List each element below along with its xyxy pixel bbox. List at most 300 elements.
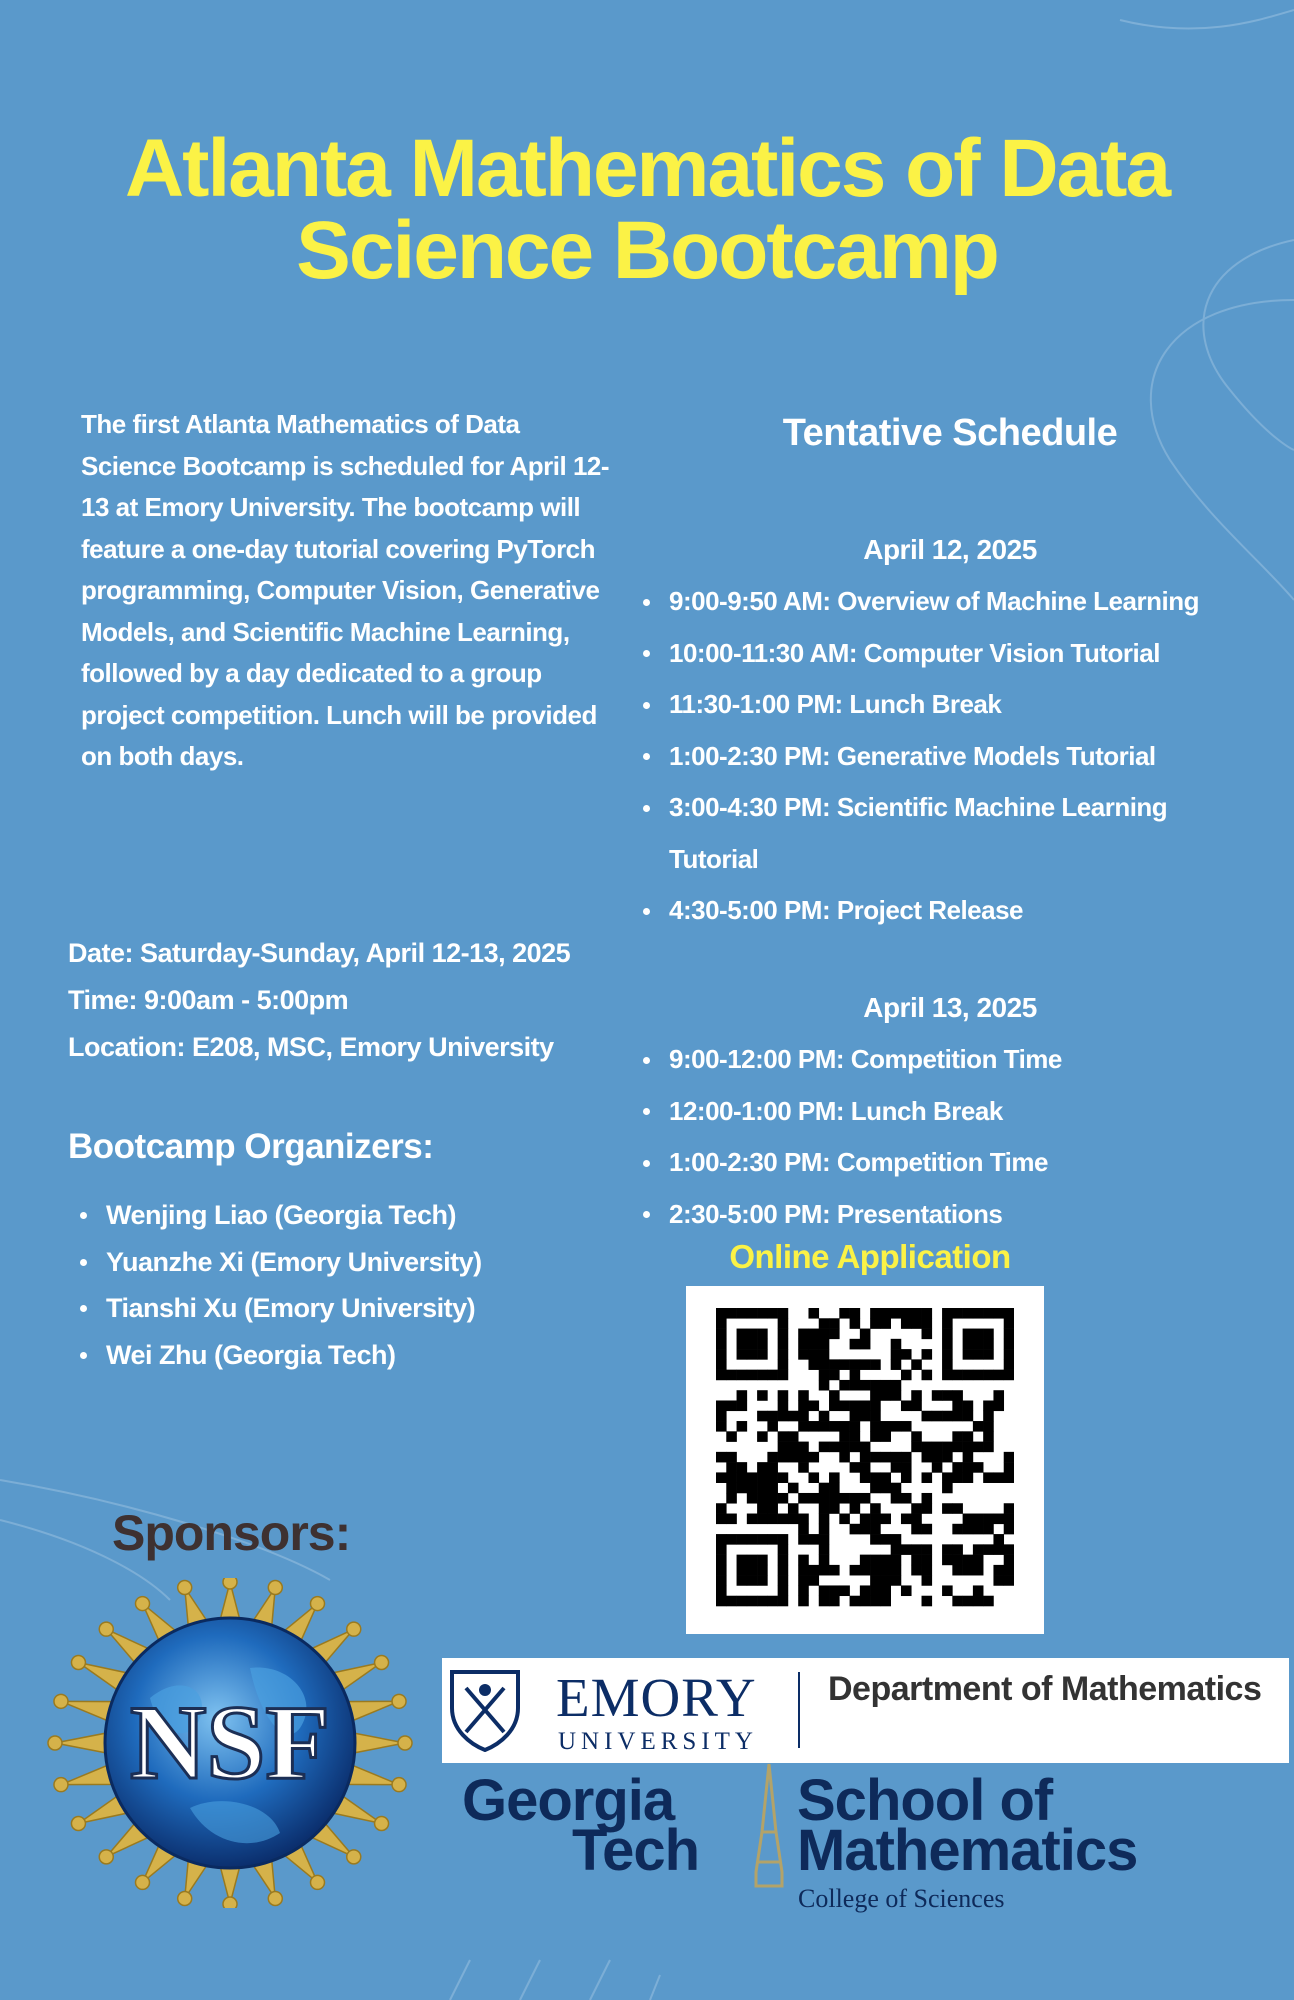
qr-module	[1004, 1370, 1014, 1381]
qr-module	[819, 1442, 830, 1453]
qr-module	[737, 1472, 748, 1483]
qr-module	[860, 1596, 871, 1607]
qr-module	[983, 1524, 994, 1535]
qr-module	[757, 1596, 768, 1607]
qr-module	[891, 1544, 902, 1555]
qr-module	[829, 1400, 840, 1411]
qr-module	[891, 1390, 902, 1401]
qr-module	[973, 1349, 984, 1360]
title-line-1: Atlanta Mathematics of Data	[124, 123, 1170, 214]
qr-module	[922, 1565, 933, 1576]
qr-module	[808, 1575, 819, 1586]
qr-module	[973, 1421, 984, 1432]
qr-module	[778, 1370, 789, 1381]
qr-module	[983, 1421, 994, 1432]
qr-module	[922, 1349, 933, 1360]
qr-module	[870, 1483, 881, 1494]
qr-module	[767, 1452, 778, 1463]
qr-module	[1004, 1575, 1014, 1586]
qr-module	[788, 1452, 799, 1463]
qr-module	[808, 1565, 819, 1576]
qr-module	[901, 1400, 912, 1411]
qr-module	[973, 1544, 984, 1555]
qr-module	[942, 1390, 953, 1401]
nsf-ray-tip	[99, 1622, 113, 1636]
qr-module	[860, 1514, 871, 1525]
nsf-ray-tip	[347, 1850, 361, 1864]
qr-module	[1004, 1524, 1014, 1535]
qr-module	[716, 1411, 727, 1422]
qr-module	[891, 1359, 902, 1370]
qr-module	[716, 1370, 727, 1381]
qr-module	[880, 1483, 891, 1494]
nsf-ray	[55, 1732, 110, 1754]
qr-module	[942, 1503, 953, 1514]
qr-module	[983, 1596, 994, 1607]
qr-module	[757, 1329, 768, 1340]
intro-paragraph: The first Atlanta Mathematics of Data Science Bootcamp is scheduled for April 12-13 at Emory University. The bootcamp will feature a one-day tutorial covering PyTorch programming, Computer Vision, Generative Models, and Scientific Machine Learning, followed by a day dedicated to a group project competition. Lunch will be provided on both days.	[81, 409, 610, 771]
qr-module	[819, 1534, 830, 1545]
qr-module	[963, 1565, 974, 1576]
qr-module	[798, 1421, 809, 1432]
qr-module	[788, 1483, 799, 1494]
qr-module	[778, 1318, 789, 1329]
qr-module	[747, 1596, 758, 1607]
qr-module	[798, 1442, 809, 1453]
qr-module	[993, 1370, 1004, 1381]
nsf-ray-tip	[392, 1694, 406, 1708]
qr-module	[1004, 1544, 1014, 1555]
qr-module	[726, 1431, 737, 1442]
qr-module	[778, 1555, 789, 1566]
qr-module	[880, 1555, 891, 1566]
qr-module	[870, 1555, 881, 1566]
qr-module	[767, 1503, 778, 1514]
qr-module	[993, 1544, 1004, 1555]
list-item: Yuanzhe Xi (Emory University)	[74, 1239, 482, 1286]
qr-module	[870, 1452, 881, 1463]
qr-module	[922, 1329, 933, 1340]
qr-module	[839, 1493, 850, 1504]
qr-module	[973, 1555, 984, 1566]
qr-module	[726, 1462, 737, 1473]
qr-module	[839, 1308, 850, 1319]
qr-module	[1004, 1349, 1014, 1360]
qr-module	[829, 1483, 840, 1494]
qr-module	[778, 1359, 789, 1370]
qr-module	[778, 1390, 789, 1401]
qr-module	[778, 1349, 789, 1360]
qr-module	[716, 1544, 727, 1555]
qr-module	[798, 1493, 809, 1504]
qr-module	[778, 1575, 789, 1586]
qr-code-icon	[716, 1308, 1014, 1608]
qr-module	[757, 1431, 768, 1442]
qr-module	[901, 1318, 912, 1329]
qr-module	[942, 1349, 953, 1360]
qr-module	[932, 1390, 943, 1401]
qr-module	[963, 1555, 974, 1566]
qr-module	[757, 1349, 768, 1360]
qr-module	[716, 1585, 727, 1596]
qr-module	[880, 1421, 891, 1432]
qr-module	[839, 1400, 850, 1411]
wrap-text: Tutorial	[669, 843, 759, 874]
qr-module	[850, 1380, 861, 1391]
qr-module	[932, 1452, 943, 1463]
gt-college-text: College of Sciences	[798, 1884, 1005, 1913]
qr-module	[747, 1555, 758, 1566]
qr-module	[726, 1452, 737, 1463]
list-item: 9:00-12:00 PM: Competition Time	[637, 1034, 1062, 1086]
qr-module	[757, 1483, 768, 1494]
qr-module	[839, 1380, 850, 1391]
qr-module	[829, 1472, 840, 1483]
qr-module	[911, 1400, 922, 1411]
qr-module	[767, 1462, 778, 1473]
qr-module	[829, 1390, 840, 1401]
qr-module	[870, 1431, 881, 1442]
qr-module	[798, 1390, 809, 1401]
qr-module	[788, 1442, 799, 1453]
qr-module	[860, 1452, 871, 1463]
qr-module	[963, 1349, 974, 1360]
qr-module	[757, 1555, 768, 1566]
qr-module	[860, 1380, 871, 1391]
qr-module	[942, 1411, 953, 1422]
qr-module	[922, 1503, 933, 1514]
qr-module	[737, 1462, 748, 1473]
nsf-ray-tip	[136, 1597, 150, 1611]
qr-module	[850, 1359, 861, 1370]
qr-module	[911, 1359, 922, 1370]
schedule-day-1-label: April 12, 2025	[863, 534, 1037, 565]
qr-module	[819, 1585, 830, 1596]
qr-module	[860, 1411, 871, 1422]
qr-module	[922, 1318, 933, 1329]
nsf-logo	[40, 1578, 420, 1908]
qr-module	[973, 1462, 984, 1473]
qr-module	[942, 1544, 953, 1555]
nsf-ray-tip	[178, 1580, 192, 1594]
qr-module	[716, 1308, 727, 1319]
qr-module	[839, 1585, 850, 1596]
qr-module	[973, 1370, 984, 1381]
qr-module	[767, 1472, 778, 1483]
online-application-label: Online Application	[729, 1238, 1011, 1275]
nsf-ray-tip	[398, 1736, 412, 1750]
qr-module	[778, 1431, 789, 1442]
qr-module	[839, 1431, 850, 1442]
qr-module	[747, 1534, 758, 1545]
qr-module	[850, 1565, 861, 1576]
qr-module	[942, 1472, 953, 1483]
qr-module	[870, 1503, 881, 1514]
qr-module	[778, 1534, 789, 1545]
list-item: Wei Zhu (Georgia Tech)	[74, 1332, 482, 1379]
qr-module	[716, 1329, 727, 1340]
qr-module	[726, 1308, 737, 1319]
qr-module	[798, 1452, 809, 1463]
qr-module	[963, 1431, 974, 1442]
qr-module	[952, 1370, 963, 1381]
qr-module	[901, 1370, 912, 1381]
nsf-ray-tip	[347, 1622, 361, 1636]
qr-module	[952, 1555, 963, 1566]
qr-module	[737, 1329, 748, 1340]
qr-module	[983, 1370, 994, 1381]
qr-module	[726, 1400, 737, 1411]
qr-module	[778, 1565, 789, 1576]
qr-module	[963, 1400, 974, 1411]
qr-module	[942, 1359, 953, 1370]
qr-module	[983, 1472, 994, 1483]
qr-module	[1004, 1462, 1014, 1473]
qr-module	[747, 1514, 758, 1525]
qr-module	[952, 1503, 963, 1514]
qr-module	[716, 1472, 727, 1483]
qr-module	[798, 1349, 809, 1360]
qr-module	[973, 1585, 984, 1596]
schedule-day-2-list	[637, 1034, 1062, 1240]
qr-module	[952, 1596, 963, 1607]
qr-module	[829, 1370, 840, 1381]
list-item: 9:00-9:50 AM: Overview of Machine Learning	[637, 576, 1199, 628]
qr-module	[922, 1411, 933, 1422]
qr-module	[860, 1472, 871, 1483]
qr-module	[850, 1596, 861, 1607]
qr-module	[911, 1442, 922, 1453]
qr-module	[757, 1514, 768, 1525]
qr-module	[747, 1339, 758, 1350]
qr-module	[952, 1565, 963, 1576]
qr-module	[860, 1339, 871, 1350]
qr-module	[726, 1534, 737, 1545]
qr-module	[839, 1359, 850, 1370]
qr-module	[880, 1472, 891, 1483]
qr-module	[963, 1329, 974, 1340]
list-item: Wenjing Liao (Georgia Tech)	[74, 1192, 482, 1239]
qr-module	[778, 1544, 789, 1555]
qr-module	[767, 1308, 778, 1319]
qr-module	[819, 1555, 830, 1566]
qr-module	[922, 1544, 933, 1555]
gt-school-line-2: Mathematics	[797, 1818, 1138, 1883]
qr-module	[757, 1575, 768, 1586]
qr-module	[737, 1370, 748, 1381]
qr-module	[870, 1514, 881, 1525]
qr-module	[819, 1514, 830, 1525]
qr-module	[870, 1421, 881, 1432]
qr-module	[716, 1359, 727, 1370]
qr-module	[1004, 1318, 1014, 1329]
qr-module	[993, 1575, 1004, 1586]
nsf-ray-tip	[71, 1817, 85, 1831]
qr-module	[798, 1575, 809, 1586]
qr-module	[973, 1339, 984, 1350]
qr-module	[737, 1390, 748, 1401]
nsf-ray-tip	[136, 1875, 150, 1889]
qr-module	[922, 1596, 933, 1607]
qr-module	[901, 1472, 912, 1483]
organizers-list	[74, 1192, 482, 1378]
qr-module	[891, 1534, 902, 1545]
qr-module	[870, 1318, 881, 1329]
qr-module	[808, 1421, 819, 1432]
qr-module	[726, 1596, 737, 1607]
qr-module	[819, 1483, 830, 1494]
qr-module	[911, 1555, 922, 1566]
page-title	[0, 123, 1294, 296]
qr-module	[850, 1318, 861, 1329]
qr-module	[850, 1421, 861, 1432]
qr-module	[983, 1442, 994, 1453]
qr-module	[819, 1411, 830, 1422]
qr-module	[911, 1503, 922, 1514]
emory-department-text: Department of Mathematics	[828, 1670, 1262, 1708]
qr-module	[850, 1411, 861, 1422]
qr-module	[942, 1442, 953, 1453]
qr-module	[747, 1308, 758, 1319]
list-item: 10:00-11:30 AM: Computer Vision Tutorial	[637, 628, 1199, 680]
qr-module	[778, 1329, 789, 1340]
qr-module	[798, 1514, 809, 1525]
qr-module	[952, 1472, 963, 1483]
qr-module	[880, 1565, 891, 1576]
qr-module	[983, 1431, 994, 1442]
qr-module	[808, 1329, 819, 1340]
qr-module	[983, 1514, 994, 1525]
qr-module	[850, 1400, 861, 1411]
qr-module	[1004, 1452, 1014, 1463]
qr-module	[901, 1421, 912, 1432]
qr-module	[952, 1308, 963, 1319]
qr-module	[880, 1514, 891, 1525]
qr-module	[880, 1534, 891, 1545]
qr-module	[716, 1349, 727, 1360]
qr-module	[973, 1596, 984, 1607]
qr-module	[850, 1493, 861, 1504]
nsf-ray-tip	[54, 1694, 68, 1708]
qr-module	[819, 1370, 830, 1381]
qr-module	[932, 1411, 943, 1422]
qr-code[interactable]	[686, 1286, 1044, 1634]
qr-module	[922, 1555, 933, 1566]
qr-module	[860, 1462, 871, 1473]
qr-module	[963, 1308, 974, 1319]
qr-module	[829, 1493, 840, 1504]
qr-module	[860, 1565, 871, 1576]
qr-module	[808, 1452, 819, 1463]
qr-module	[850, 1370, 861, 1381]
qr-module	[757, 1339, 768, 1350]
qr-module	[819, 1329, 830, 1340]
qr-module	[778, 1493, 789, 1504]
qr-module	[942, 1483, 953, 1494]
qr-module	[870, 1400, 881, 1411]
qr-module	[870, 1585, 881, 1596]
qr-module	[778, 1585, 789, 1596]
list-item: Tianshi Xu (Emory University)	[74, 1285, 482, 1332]
qr-module	[993, 1390, 1004, 1401]
qr-module	[716, 1514, 727, 1525]
qr-module	[860, 1524, 871, 1535]
qr-module	[922, 1442, 933, 1453]
qr-module	[891, 1493, 902, 1504]
qr-module	[922, 1370, 933, 1381]
qr-module	[891, 1380, 902, 1391]
qr-module	[880, 1575, 891, 1586]
qr-module	[819, 1359, 830, 1370]
qr-module	[911, 1431, 922, 1442]
qr-module	[963, 1462, 974, 1473]
qr-module	[870, 1380, 881, 1391]
qr-module	[737, 1339, 748, 1350]
qr-module	[891, 1575, 902, 1586]
qr-module	[973, 1514, 984, 1525]
qr-module	[983, 1308, 994, 1319]
qr-module	[973, 1524, 984, 1535]
qr-module	[850, 1339, 861, 1350]
gt-word-tech: Tech	[572, 1818, 700, 1883]
qr-module	[737, 1400, 748, 1411]
qr-module	[726, 1483, 737, 1494]
qr-module	[716, 1555, 727, 1566]
qr-module	[726, 1514, 737, 1525]
qr-module	[747, 1370, 758, 1381]
qr-module	[1004, 1329, 1014, 1340]
list-item: 2:30-5:00 PM: Presentations	[637, 1189, 1062, 1241]
qr-module	[767, 1483, 778, 1494]
qr-module	[798, 1524, 809, 1535]
nsf-ray-tip	[375, 1817, 389, 1831]
qr-module	[798, 1585, 809, 1596]
qr-module	[798, 1411, 809, 1422]
qr-module	[819, 1318, 830, 1329]
qr-module	[716, 1565, 727, 1576]
qr-module	[737, 1483, 748, 1494]
qr-module	[891, 1462, 902, 1473]
qr-module	[952, 1544, 963, 1555]
nsf-ray-tip	[178, 1892, 192, 1906]
qr-module	[819, 1380, 830, 1391]
qr-module	[798, 1565, 809, 1576]
qr-module	[901, 1462, 912, 1473]
qr-module	[737, 1349, 748, 1360]
qr-module	[963, 1370, 974, 1381]
qr-module	[850, 1524, 861, 1535]
qr-module	[973, 1565, 984, 1576]
qr-module	[716, 1400, 727, 1411]
qr-module	[983, 1544, 994, 1555]
nsf-ray-tip	[223, 1897, 237, 1908]
qr-module	[737, 1421, 748, 1432]
qr-module	[747, 1349, 758, 1360]
emory-university-text: UNIVERSITY	[558, 1728, 758, 1755]
qr-module	[922, 1472, 933, 1483]
qr-module	[983, 1329, 994, 1340]
qr-module	[716, 1339, 727, 1350]
qr-module	[942, 1370, 953, 1381]
qr-module	[798, 1339, 809, 1350]
list-item: 11:30-1:00 PM: Lunch Break	[637, 679, 1199, 731]
qr-module	[808, 1400, 819, 1411]
gt-tower-icon	[748, 1762, 790, 1890]
qr-module	[911, 1514, 922, 1525]
qr-module	[757, 1370, 768, 1381]
qr-module	[829, 1359, 840, 1370]
qr-module	[993, 1514, 1004, 1525]
